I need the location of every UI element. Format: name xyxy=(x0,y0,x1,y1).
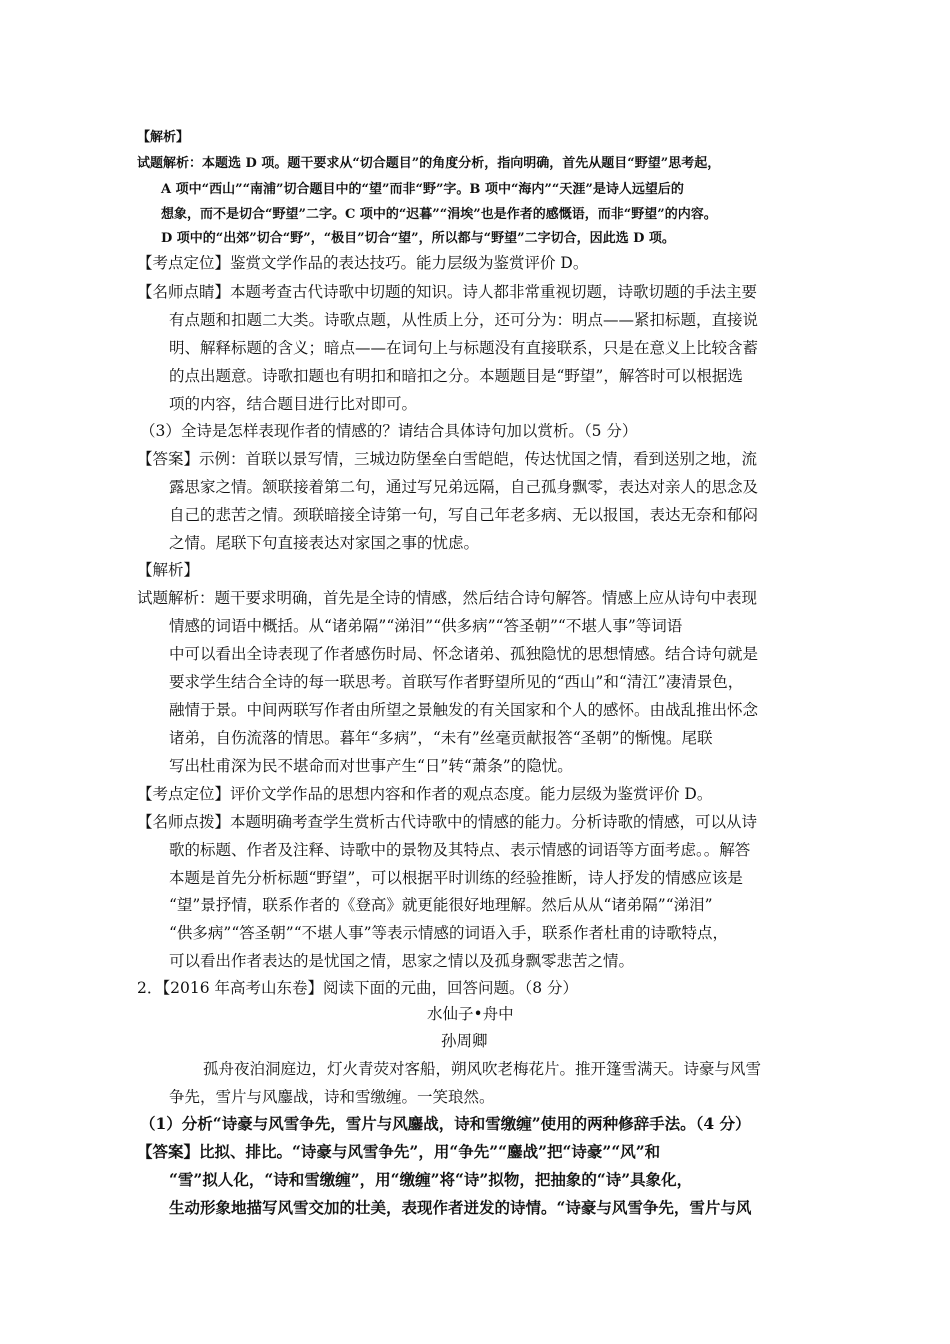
question-3: （3）全诗是怎样表现作者的情感的？请结合具体诗句加以赏析。（5 分） xyxy=(140,422,638,440)
text-line: 要求学生结合全诗的每一联思考。首联写作者野望所见的“西山”和“清江”凄清景色， xyxy=(169,673,744,691)
answer-heading-2: 【答案】比拟、排比。“诗豪与风雪争先”，用“争先”“鏖战”把“诗豪”“风”和 xyxy=(137,1142,661,1161)
text-line: 之情。尾联下句直接表达对家国之事的忧虑。 xyxy=(169,534,480,552)
analysis-heading-2: 【解析】 xyxy=(137,561,200,579)
text-line: 试题解析：题干要求明确，首先是全诗的情感，然后结合诗句解答。情感上应从诗句中表现 xyxy=(137,589,758,607)
text-line: 融情于景。中间两联写作者由所望之景触发的有关国家和个人的感怀。由战乱推出怀念 xyxy=(169,701,759,719)
question-2-heading: 2．【2016 年高考山东卷】阅读下面的元曲，回答问题。（8 分） xyxy=(137,979,579,997)
question-1: （1）分析“诗豪与风雪争先，雪片与风鏖战，诗和雪缴缠”使用的两种修辞手法。（4 分） xyxy=(140,1114,751,1133)
text-line: 本题是首先分析标题“野望”，可以根据平时训练的经验推断，诗人抒发的情感应该是 xyxy=(169,869,743,887)
analysis-line: 想象，而不是切合“野望”二字。C 项中的“迟暮”“涓埃”也是作者的感慨语，而非“野望”的内容。 xyxy=(161,207,717,222)
text-line: “望”景抒情，联系作者的《登高》就更能很好地理解。然后从从“诸弟隔”“涕泪” xyxy=(169,896,713,914)
text-line: 明、解释标题的含义；暗点——在词句上与标题没有直接联系，只是在意义上比较含蓄 xyxy=(169,339,759,357)
text-line: 中可以看出全诗表现了作者感伤时局、怀念诸弟、孤独隐忧的思想情感。结合诗句就是 xyxy=(169,645,759,663)
text-line: 有点题和扣题二大类。诗歌点题，从性质上分，还可分为：明点——紧扣标题，直接说 xyxy=(169,311,759,329)
text-line: 情感的词语中概括。从“诸弟隔”“涕泪”“供多病”“答圣朝”“不堪人事”等词语 xyxy=(169,617,683,635)
kaodian-dingwei: 【考点定位】鉴赏文学作品的表达技巧。能力层级为鉴赏评价 D。 xyxy=(137,254,589,272)
analysis-line: A 项中“西山”“南浦”切合题目中的“望”而非“野”字。B 项中“海内”“天涯”是诗人远望后的 xyxy=(161,182,684,197)
text-line: 可以看出作者表达的是忧国之情，思家之情以及孤身飘零悲苦之情。 xyxy=(169,952,635,970)
text-line: 露思家之情。颔联接着第二句，通过写兄弟远隔，自己孤身飘零，表达对亲人的思念及 xyxy=(169,478,759,496)
poem-line: 孤舟夜泊洞庭边，灯火青荧对客船，朔风吹老梅花片。推开篷雪满天。诗豪与风雪 xyxy=(203,1060,762,1078)
text-line: 生动形象地描写风雪交加的壮美，表现作者迸发的诗情。“诗豪与风雪争先，雪片与风 xyxy=(169,1198,752,1217)
poem-title: 水仙子•舟中 xyxy=(427,1005,514,1023)
text-line: “供多病”“答圣朝”“不堪人事”等表示情感的词语入手，联系作者杜甫的诗歌特点， xyxy=(169,924,729,942)
mingshi-dianjing: 【名师点睛】本题考查古代诗歌中切题的知识。诗人都非常重视切题，诗歌切题的手法主要 xyxy=(137,283,758,301)
mingshi-dianbo: 【名师点拨】本题明确考查学生赏析古代诗歌中的情感的能力。分析诗歌的情感，可以从诗 xyxy=(137,813,758,831)
kaodian-dingwei-2: 【考点定位】评价文学作品的思想内容和作者的观点态度。能力层级为鉴赏评价 D。 xyxy=(137,785,713,803)
text-line: “雪”拟人化，“诗和雪缴缠”，用“缴缠”将“诗”拟物，把抽象的“诗”具象化， xyxy=(169,1170,693,1189)
text-line: 歌的标题、作者及注释、诗歌中的景物及其特点、表示情感的词语等方面考虑。。解答 xyxy=(169,841,751,859)
text-line: 诸弟，自伤流落的情思。暮年“多病”，“未有”丝毫贡献报答“圣朝”的惭愧。尾联 xyxy=(169,729,713,747)
text-line: 写出杜甫深为民不堪命而对世事产生“日”转“萧条”的隐忧。 xyxy=(169,757,573,775)
text-line: 自己的悲苦之情。颈联暗接全诗第一句，写自己年老多病、无以报国，表达无奈和郁闷 xyxy=(169,506,759,524)
answer-heading: 【答案】示例：首联以景写情，三城边防堡垒白雪皑皑，传达忧国之情，看到送别之地，流 xyxy=(137,450,758,468)
text-line: 的点出题意。诗歌扣题也有明扣和暗扣之分。本题题目是“野望”，解答时可以根据选 xyxy=(169,367,743,385)
poem-line: 争先，雪片与风鏖战，诗和雪缴缠。一笑琅然。 xyxy=(169,1088,495,1106)
analysis-line: D 项中的“出郊”切合“野”，“极目”切合“望”，所以都与“野望”二字切合，因此选 D 项。 xyxy=(161,231,675,246)
analysis-line: 试题解析：本题选 D 项。题干要求从“切合题目”的角度分析，指向明确，首先从题目“野望”思考起， xyxy=(137,156,721,171)
text-line: 项的内容，结合题目进行比对即可。 xyxy=(169,395,418,413)
poem-author: 孙周卿 xyxy=(441,1032,488,1050)
analysis-heading: 【解析】 xyxy=(137,130,190,145)
